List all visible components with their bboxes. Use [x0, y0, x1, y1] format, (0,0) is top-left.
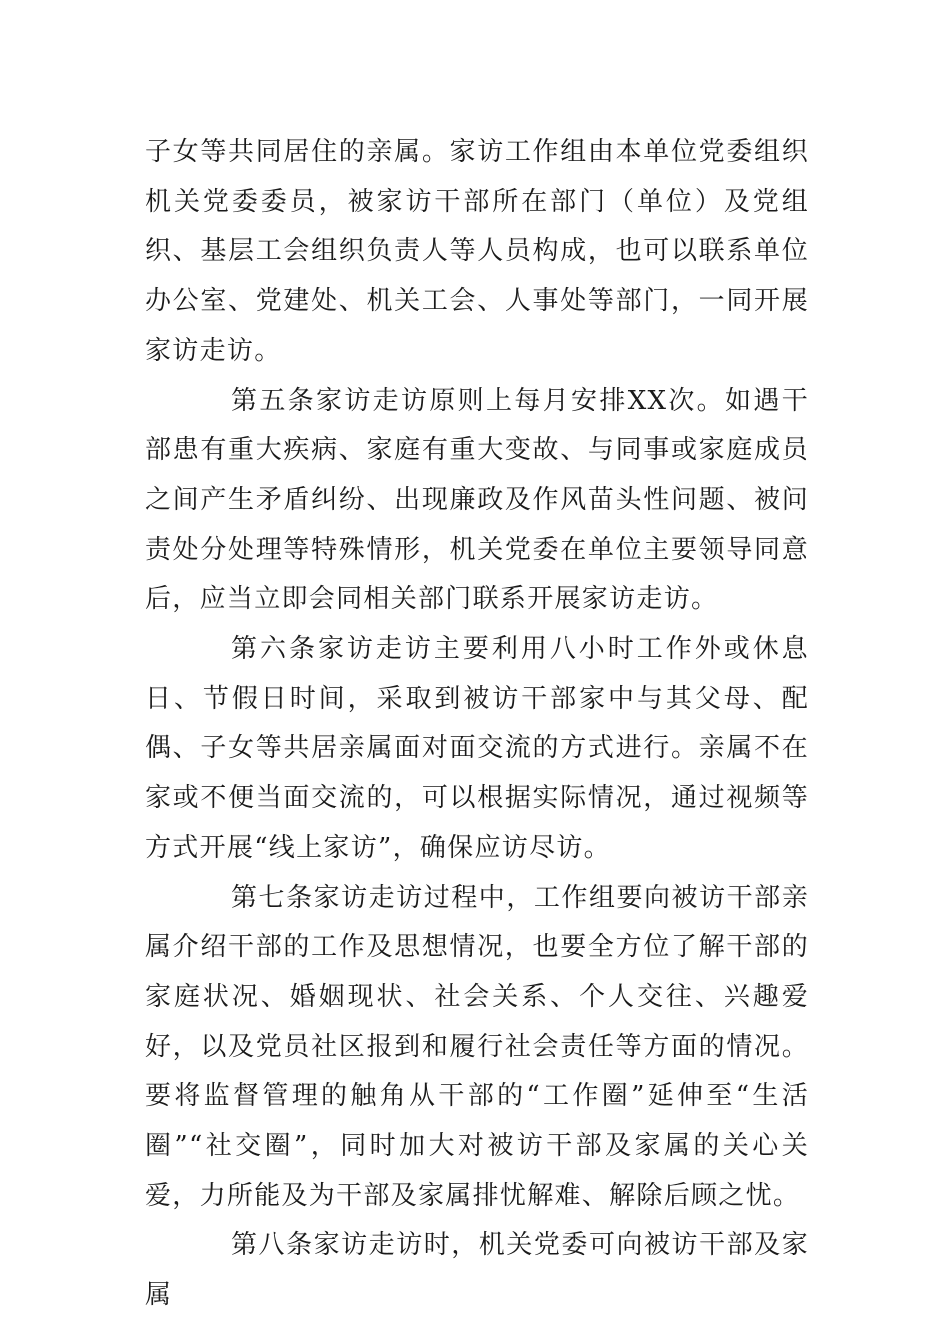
document-body	[145, 128, 809, 1321]
paragraph-article-8: 第八条家访走访时，机关党委可向被访干部及家属	[145, 1230, 809, 1311]
paragraph-continuation: 子女等共同居住的亲属。家访工作组由本单位党委组织机关党委委员，被家访干部所在部门（单位）及党组织、基层工会组织负责人等人员构成，也可以联系单位办公室、党建处、机关工会、人事处等部门，一同开展家访走访。	[145, 137, 809, 366]
paragraph-article-6: 第六条家访走访主要利用八小时工作外或休息日、节假日时间，采取到被访干部家中与其父母、配偶、子女等共居亲属面对面交流的方式进行。亲属不在家或不便当面交流的，可以根据实际情况，通过视频等方式开展“线上家访”，确保应访尽访。	[145, 634, 809, 863]
paragraph-article-5: 第五条家访走访原则上每月安排XX次。如遇干部患有重大疾病、家庭有重大变故、与同事或家庭成员之间产生矛盾纠纷、出现廉政及作风苗头性问题、被问责处分处理等特殊情形，机关党委在单位主要领导同意后，应当立即会同相关部门联系开展家访走访。	[145, 385, 809, 615]
paragraph-article-7: 第七条家访走访过程中，工作组要向被访干部亲属介绍干部的工作及思想情况，也要全方位了解干部的家庭状况、婚姻现状、社会关系、个人交往、兴趣爱好，以及党员社区报到和履行社会责任等方面的情况。要将监督管理的触角从干部的“工作圈”延伸至“生活圈”“社交圈”，同时加大对被访干部及家属的关心关爱，力所能及为干部及家属排忧解难、解除后顾之忧。	[145, 882, 809, 1211]
